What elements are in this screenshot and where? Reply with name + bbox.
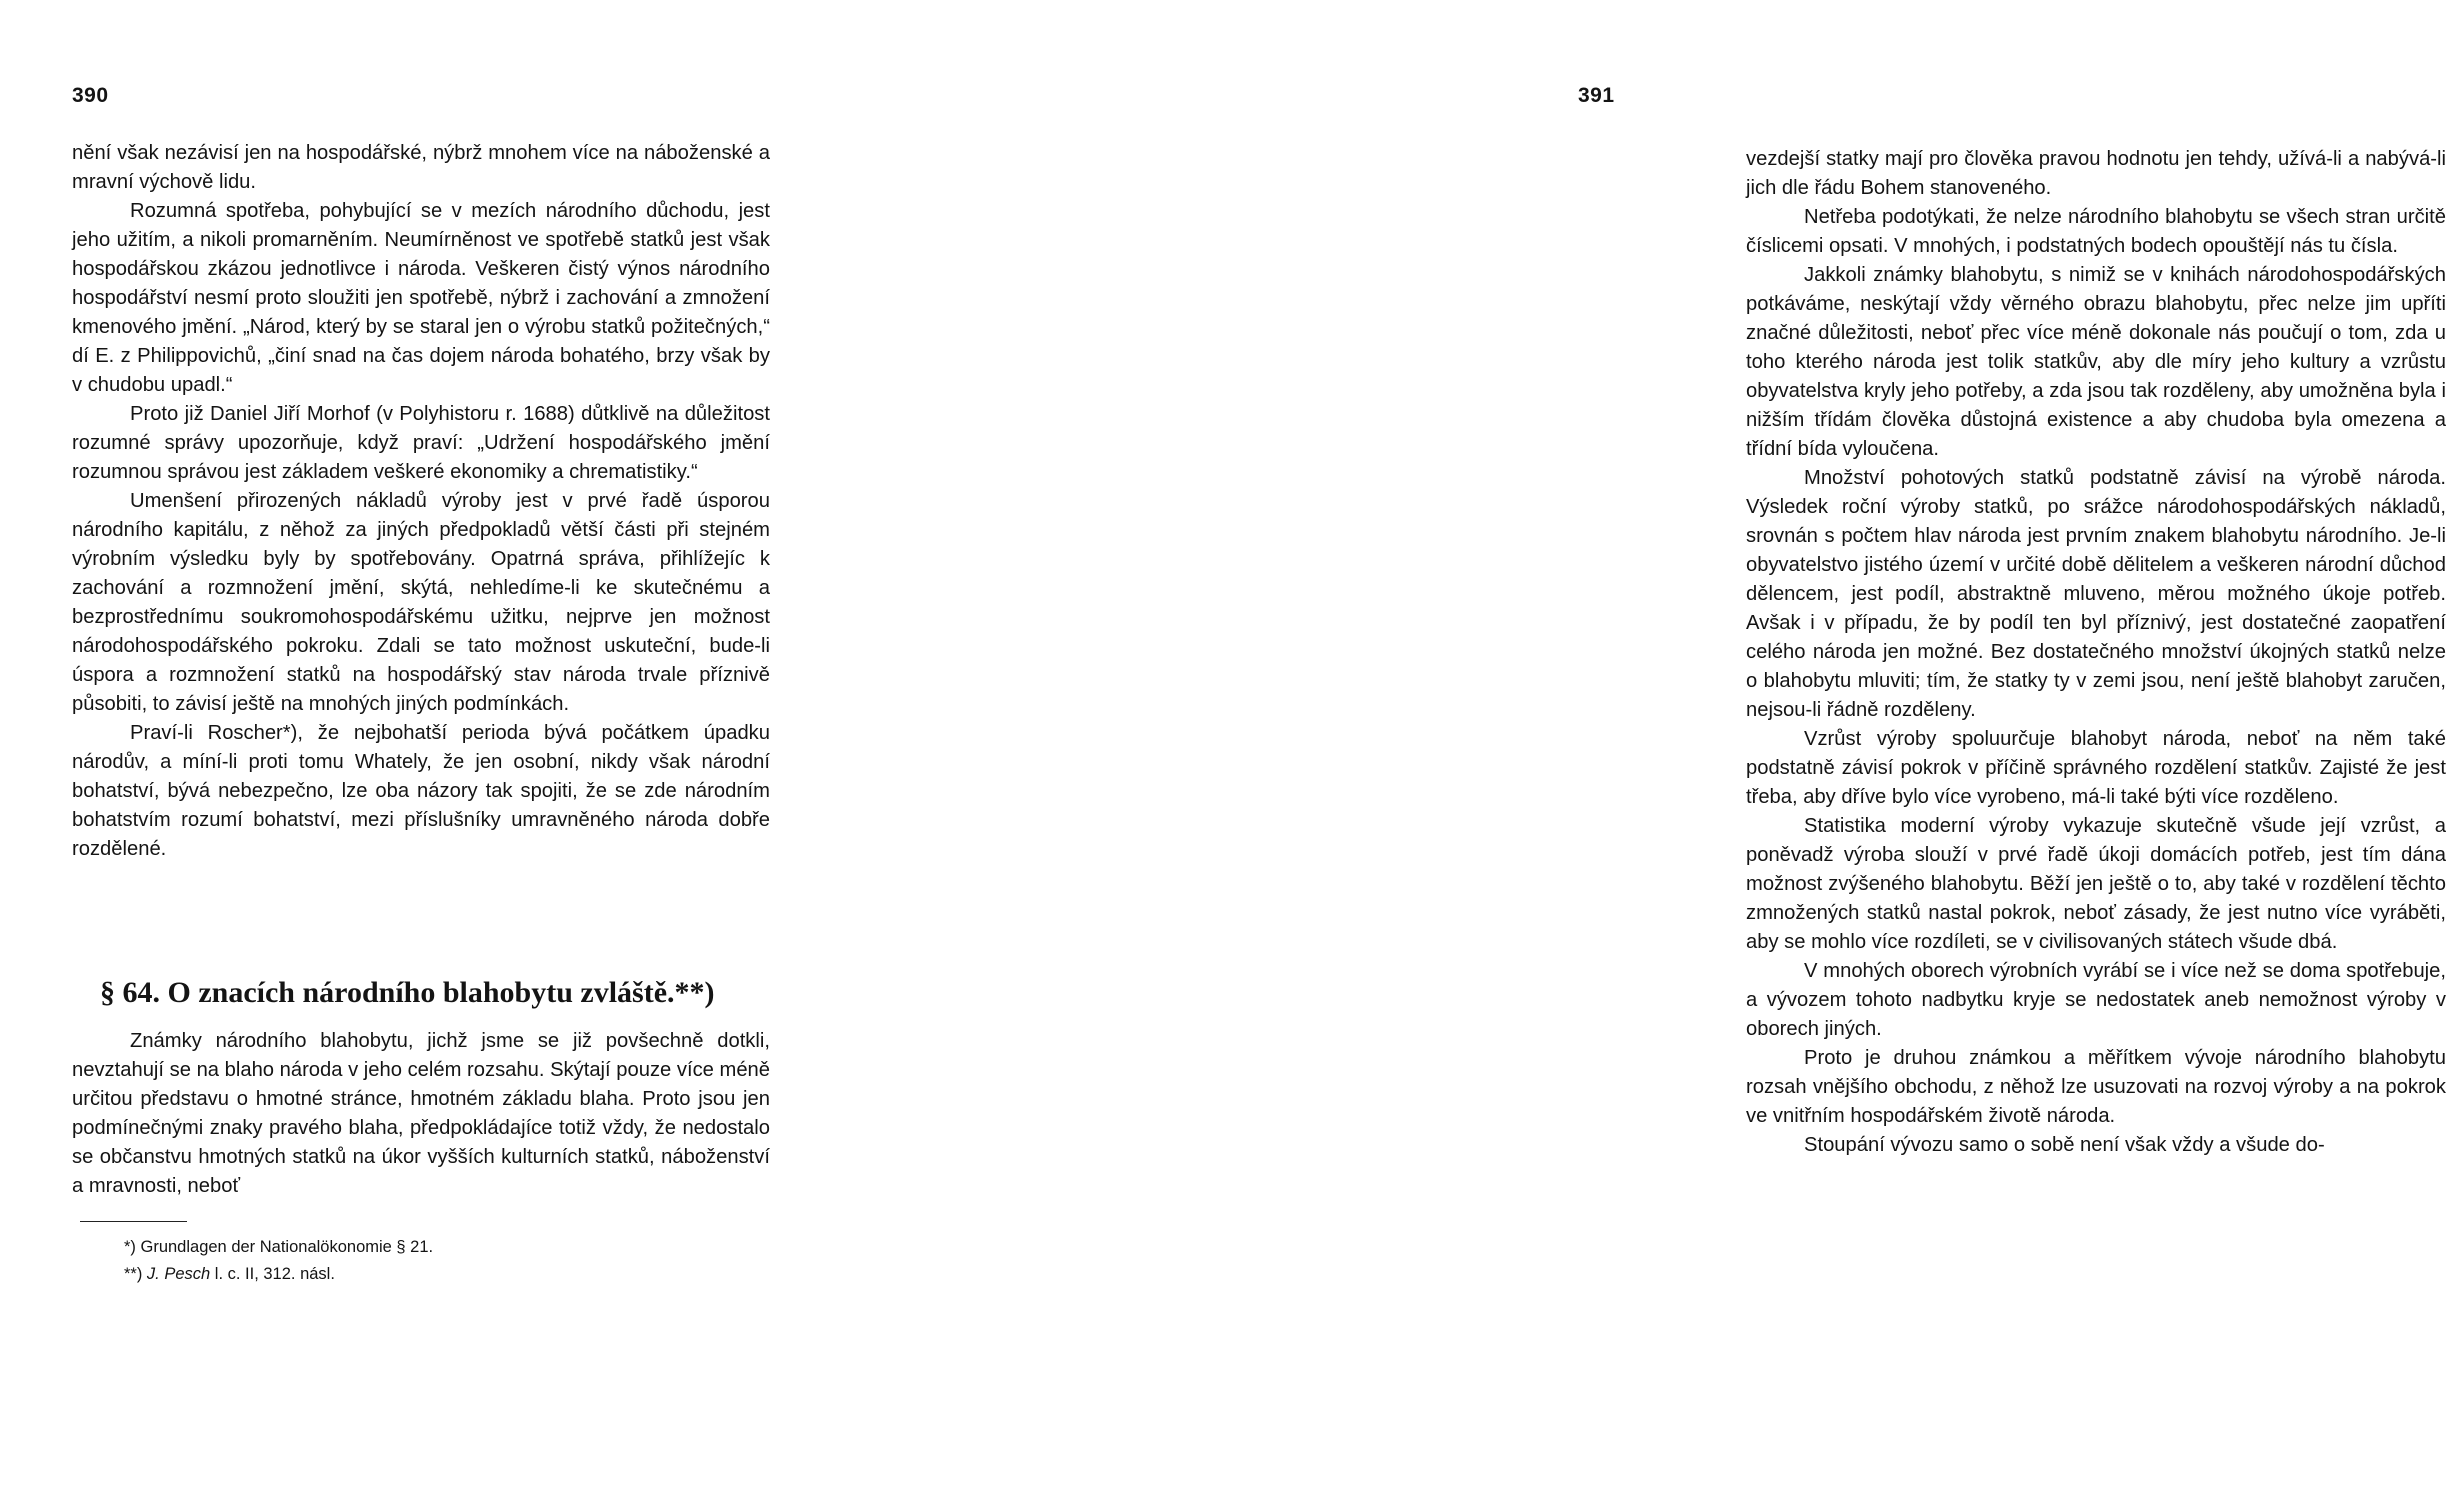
footnote-2-reference: l. c. II, 312. násl.: [210, 1265, 335, 1283]
paragraph: Praví-li Roscher*), že nejbohatší perioda bývá počátkem úpadku národův, a míní-li proti tomu Whately, že jen osobní, nikdy však národní bohatství, bývá nebezpečno, lze oba názory tak spojiti, že se zde národním bohatstvím rozumí bohatství, mezi příslušníky umravněného národa dobře rozdělené.: [72, 722, 770, 860]
paragraph: vezdejší statky mají pro člověka pravou hodnotu jen tehdy, užívá-li a nabývá-li jich dle řádu Bohem stanoveného.: [1746, 148, 2446, 199]
footnote-divider: [80, 1221, 187, 1222]
right-page-text: [1746, 145, 2446, 1160]
footnote-1: *) Grundlagen der Nationalökonomie § 21.: [124, 1238, 434, 1256]
left-page-text: [72, 139, 770, 864]
page-number-right: 391: [1578, 84, 1615, 107]
paragraph: Proto již Daniel Jiří Morhof (v Polyhistoru r. 1688) důtklivě na důležitost rozumné správy upozorňuje, když praví: „Udržení hospodářského jmění rozumnou správou jest základem veškeré ekonomiky a chrematistiky.“: [72, 403, 770, 483]
page-number-left: 390: [72, 84, 109, 107]
paragraph: nění však nezávisí jen na hospodářské, nýbrž mnohem více na náboženské a mravní výchově lidu.: [72, 142, 770, 193]
footnote-2-marker: **): [124, 1265, 147, 1283]
paragraph: V mnohých oborech výrobních vyrábí se i více než se doma spotřebuje, a vývozem tohoto nadbytku kryje se nedostatek aneb nemožnost výroby v oborech jiných.: [1746, 960, 2446, 1040]
paragraph: Známky národního blahobytu, jichž jsme se již povšechně dotkli, nevztahují se na blaho národa v jeho celém rozsahu. Skýtají pouze více méně určitou představu o hmotné stránce, hmotném základu blaha. Proto jsou jen podmínečnými znaky pravého blaha, předpokládajíce totiž vždy, že nedostalo se občanstvu hmotných statků na úkor vyšších kulturních statků, náboženství a mravnosti, neboť: [72, 1030, 771, 1197]
left-page: [0, 0, 836, 1500]
paragraph: Netřeba podotýkati, že nelze národního blahobytu se všech stran určitě číslicemi opsati. V mnohých, i podstatných bodech opouštějí nás tu čísla.: [1746, 206, 2446, 257]
paragraph: Statistika moderní výroby vykazuje skutečně všude její vzrůst, a poněvadž výroba slouží v prvé řadě úkoji domácích potřeb, jest tím dána možnost zvýšeného blahobytu. Běží jen ještě o to, aby také v rozdělení těchto zmnožených statků nastal pokrok, neboť zásady, že jest nutno více vyráběti, aby se mohlo více rozdíleti, se v civilisovaných státech všude dbá.: [1746, 815, 2446, 953]
footnote-2: [124, 1261, 744, 1288]
paragraph: Vzrůst výroby spoluurčuje blahobyt národa, neboť na něm také podstatně závisí pokrok v příčině správného rozdělení statkův. Zajisté že jest třeba, aby dříve bylo více vyrobeno, má-li také býti více rozděleno.: [1746, 728, 2446, 808]
paragraph: Množství pohotových statků podstatně závisí na výrobě národa. Výsledek roční výroby statků, po srážce národohospodářských nákladů, srovnán s počtem hlav národa jest prvním znakem blahobytu národního. Je-li obyvatelstvo jistého území v určité době dělitelem a veškeren národní důchod dělencem, jest podíl, abstraktně mluveno, měrou možného úkoje potřeb. Avšak i v případu, že by podíl ten byl příznivý, jest dostatečné zaopatření celého národa jen možné. Bez dostatečného množství úkojných statků nelze o blahobytu mluviti; tím, že statky ty v zemi jsou, není ještě blahobyt zaručen, nejsou-li řádně rozděleny.: [1746, 467, 2446, 721]
section-heading: § 64. O znacích národního blahobytu zvláště.**): [100, 976, 715, 1009]
right-page: [836, 0, 2446, 1500]
paragraph: Proto je druhou známkou a měřítkem vývoje národního blahobytu rozsah vnějšího obchodu, z něhož lze usuzovati na rozvoj výroby a na pokrok ve vnitřním hospodářském životě národa.: [1746, 1047, 2446, 1127]
section-body-text: [72, 1027, 770, 1201]
paragraph: Rozumná spotřeba, pohybující se v mezích národního důchodu, jest jeho užitím, a nikoli promarněním. Neumírněnost ve spotřebě statků jest však hospodářskou zkázou jednotlivce i národa. Veškeren čistý výnos národního hospodářství nesmí proto sloužiti jen spotřebě, nýbrž i zachování a zmnožení kmenového jmění. „Národ, který by se staral jen o výrobu statků požitečných,“ dí E. z Philippovichů, „činí snad na čas dojem národa bohatého, brzy však by v chudobu upadl.“: [72, 200, 770, 396]
paragraph: Stoupání vývozu samo o sobě není však vždy a všude do-: [1804, 1134, 2325, 1156]
paragraph: Umenšení přirozených nákladů výroby jest v prvé řadě úsporou národního kapitálu, z něhož za jiných předpokladů větší části při stejném výrobním výsledku byly by spotřebovány. Opatrná správa, přihlížejíc k zachování a rozmnožení jmění, skýtá, nehledíme-li ke skutečnému a bezprostřednímu soukromohospodářskému užitku, nejprve jen možnost národohospodářského pokroku. Zdali se tato možnost uskuteční, bude-li úspora a rozmnožení statků na hospodářský stav národa trvale příznivě působiti, to závisí ještě na mnohých jiných podmínkách.: [72, 490, 770, 715]
footnotes: [124, 1234, 744, 1288]
paragraph: Jakkoli známky blahobytu, s nimiž se v knihách národohospodářských potkáváme, neskýtají vždy věrného obrazu blahobytu, přec nelze jim upříti značné důležitosti, neboť přec více méně dokonale nás poučují o tom, zda u toho kterého národa jest tolik statkův, aby dle míry jeho kultury a vzrůstu obyvatelstva kryly jeho potřeby, a zda jsou tak rozděleny, aby umožněna byla i nižším třídám člověka důstojná existence a aby chudoba byla omezena a třídní bída vyloučena.: [1746, 264, 2446, 460]
footnote-2-author: J. Pesch: [146, 1265, 211, 1283]
